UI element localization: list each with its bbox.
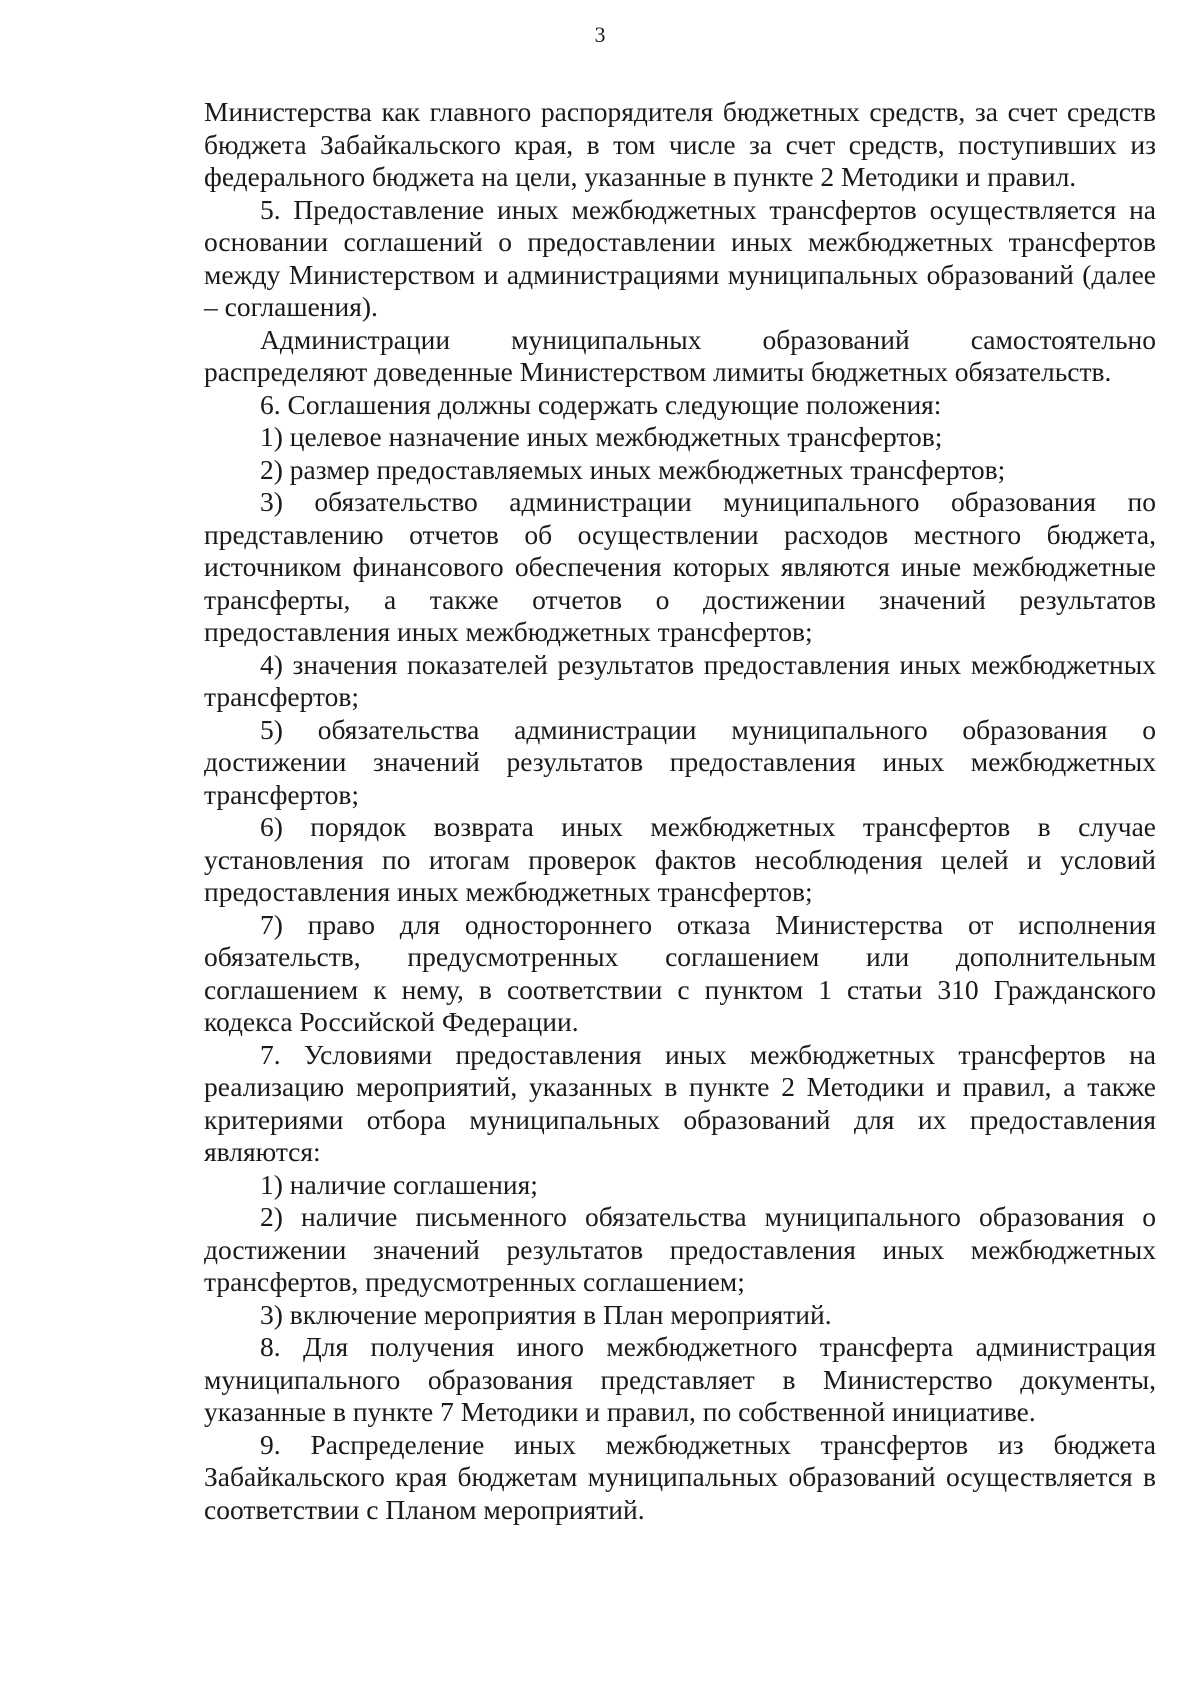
paragraph: Министерства как главного распорядителя бюджетных средств, за счет средств бюджета Забайкальского края, в том числе за счет средств, поступивших из федерального бюджета на цели, указанные в пункте 2 Методики и правил. bbox=[204, 96, 1156, 192]
list-item: 1) целевое назначение иных межбюджетных трансфертов; bbox=[260, 421, 943, 452]
list-item: 5) обязательства администрации муниципального образования о достижении значений результатов предоставления иных межбюджетных трансфертов; bbox=[204, 713, 1156, 810]
page-number: 3 bbox=[594, 22, 606, 47]
paragraph: 6. Соглашения должны содержать следующие положения: bbox=[260, 388, 942, 420]
list-item: 7) право для одностороннего отказа Министерства от исполнения обязательств, предусмотренных соглашением или дополнительным соглашением к нему, в соответствии с пунктом 1 статьи 310 Гражданского кодекса Российской Федерации. bbox=[204, 908, 1156, 1037]
document-body bbox=[204, 96, 1156, 1526]
list-item: 3) включение мероприятия в План мероприятий. bbox=[260, 1298, 832, 1330]
list-item: 4) значения показателей результатов предоставления иных межбюджетных трансфертов; bbox=[204, 648, 1156, 712]
paragraph: Администрации муниципальных образований самостоятельно распределяют доведенные Министерством лимиты бюджетных обязательств. bbox=[204, 323, 1156, 387]
paragraph: 8. Для получения иного межбюджетного трансферта администрация муниципального образования представляет в Министерство документы, указанные в пункте 7 Методики и правил, по собственной инициативе. bbox=[204, 1331, 1156, 1427]
paragraph: 9. Распределение иных межбюджетных трансфертов из бюджета Забайкальского края бюджетам муниципальных образований осуществляется в соответствии с Планом мероприятий. bbox=[204, 1428, 1156, 1525]
list-item: 3) обязательство администрации муниципального образования по представлению отчетов об осуществлении расходов местного бюджета, источником финансового обеспечения которых являются иные межбюджетные трансферты, а также отчетов о достижении значений результатов предоставления иных межбюджетных трансфертов; bbox=[204, 486, 1156, 647]
list-item: 2) размер предоставляемых иных межбюджетных трансфертов; bbox=[260, 453, 1006, 485]
paragraph: 7. Условиями предоставления иных межбюджетных трансфертов на реализацию мероприятий, указанных в пункте 2 Методики и правил, а также критериями отбора муниципальных образований для их предоставления являются: bbox=[204, 1038, 1156, 1167]
paragraph: 5. Предоставление иных межбюджетных трансфертов осуществляется на основании соглашений о предоставлении иных межбюджетных трансфертов между Министерством и администрациями муниципальных образований (далее – соглашения). bbox=[204, 193, 1156, 322]
list-item: 6) порядок возврата иных межбюджетных трансфертов в случае установления по итогам проверок фактов несоблюдения целей и условий предоставления иных межбюджетных трансфертов; bbox=[204, 811, 1156, 907]
list-item: 2) наличие письменного обязательства муниципального образования о достижении значений результатов предоставления иных межбюджетных трансфертов, предусмотренных соглашением; bbox=[204, 1201, 1156, 1297]
list-item: 1) наличие соглашения; bbox=[260, 1168, 538, 1200]
